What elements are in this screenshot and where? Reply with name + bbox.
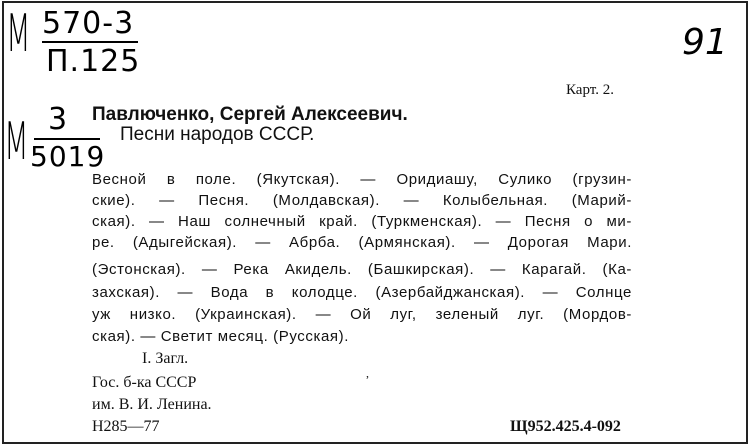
contents-line: ские). — Песня. (Молдавская). — Колыбельная. (Марий- <box>92 192 632 209</box>
inventory-top: 3 <box>48 102 69 137</box>
page-number: 91 <box>682 22 728 63</box>
heading-entry: I. Загл. <box>142 350 189 367</box>
inventory-bottom: 5019 <box>30 140 106 173</box>
contents-line: ская). — Светит месяц. (Русская). <box>92 328 349 345</box>
call-number-bottom: П.125 <box>46 44 141 79</box>
contents-line: уж низко. (Украинская). — Ой луг, зеленый луг. (Мордов- <box>92 306 632 323</box>
library-name-2: им. В. И. Ленина. <box>92 396 212 413</box>
library-name: Гос. б-ка СССР <box>92 374 197 391</box>
order-code: Н285—77 <box>92 418 160 435</box>
contents-line: Весной в поле. (Якутская). — Оридиашу, Сулико (грузин- <box>92 171 632 188</box>
inventory-prefix: М <box>4 112 29 172</box>
contents-line: (Эстонская). — Река Акидель. (Башкирская). — Карагай. (Ка- <box>92 261 632 278</box>
stray-mark: , <box>366 366 369 380</box>
author-heading: Павлюченко, Сергей Алексеевич. <box>92 104 408 125</box>
call-number-divider <box>42 41 138 43</box>
contents-line: захская). — Вода в колодце. (Азербайджанская). — Солнце <box>92 284 632 301</box>
classification-code: Щ952.425.4-092 <box>510 418 621 435</box>
book-title: Песни народов СССР. <box>120 124 315 145</box>
contents-line: ре. (Адыгейская). — Абрба. (Армянская). — Дорогая Мари. <box>92 234 632 251</box>
card-label: Карт. 2. <box>566 82 614 98</box>
call-number-top: 570-3 <box>42 6 135 41</box>
call-number-prefix: М <box>6 4 31 64</box>
contents-line: ская). — Наш солнечный край. (Туркменская). — Песня о ми- <box>92 213 632 230</box>
